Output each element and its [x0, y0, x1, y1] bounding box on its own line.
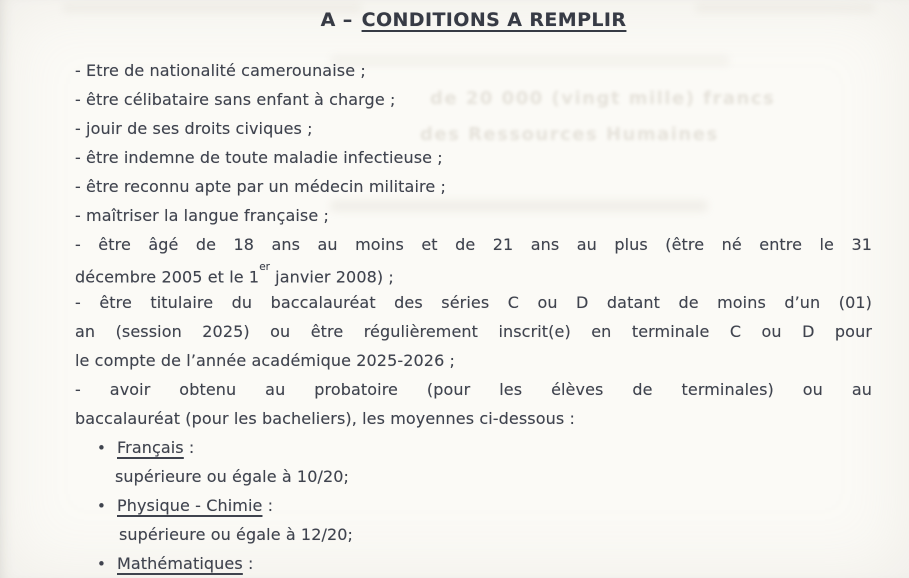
- subject-requirement: supérieure ou égale à 12/20;: [119, 525, 354, 544]
- bullet-icon: •: [97, 555, 106, 573]
- condition-line: - avoir obtenu au probatoire (pour les élèves de terminales) ou au: [75, 380, 872, 399]
- subject-bullet-line: [75, 433, 872, 462]
- condition-line: an (session 2025) ou être régulièrement inscrit(e) en terminale C ou D pour: [75, 322, 872, 341]
- subject-label: Mathématiques: [117, 554, 243, 573]
- condition-line: - jouir de ses droits civiques ;: [75, 119, 313, 138]
- subject-colon: :: [262, 496, 274, 515]
- subject-colon: :: [183, 438, 195, 457]
- condition-line: - être titulaire du baccalauréat des séries C ou D datant de moins d’un (01): [75, 293, 872, 312]
- bullet-icon: •: [97, 497, 106, 515]
- condition-line: - être indemne de toute maladie infectieuse ;: [75, 148, 443, 167]
- condition-line-text: janvier 2008) ;: [269, 267, 394, 287]
- section-letter: A –: [320, 9, 353, 31]
- condition-line-text: décembre 2005 et le 1: [75, 267, 260, 287]
- subject-label: Physique - Chimie: [117, 496, 263, 515]
- section-title-text: CONDITIONS A REMPLIR: [361, 9, 627, 31]
- ordinal-superscript: er: [259, 261, 270, 273]
- subject-bullet-line: [75, 549, 872, 578]
- section-title: [75, 0, 872, 31]
- bleedthrough-text: de 20 000 (vingt mille) francs: [430, 88, 776, 109]
- bullet-icon: •: [97, 439, 106, 457]
- condition-line: - être célibataire sans enfant à charge ;: [75, 90, 396, 109]
- condition-line: - être reconnu apte par un médecin militaire ;: [75, 177, 446, 196]
- condition-line: baccalauréat (pour les bacheliers), les moyennes ci-dessous :: [75, 409, 575, 428]
- conditions-list: [75, 56, 872, 578]
- condition-line: [75, 259, 872, 288]
- condition-line: - maîtriser la langue française ;: [75, 206, 329, 225]
- subject-colon: :: [242, 554, 254, 573]
- condition-line: - être âgé de 18 ans au moins et de 21 ans au plus (être né entre le 31: [75, 235, 872, 254]
- subject-bullet-line: [75, 491, 872, 520]
- subject-requirement: supérieure ou égale à 10/20;: [115, 467, 350, 486]
- condition-line: le compte de l’année académique 2025-2026 ;: [75, 351, 456, 370]
- condition-line: - Etre de nationalité camerounaise ;: [75, 61, 366, 80]
- bleedthrough-text: des Ressources Humaines: [420, 124, 719, 145]
- subject-label: Français: [117, 438, 184, 457]
